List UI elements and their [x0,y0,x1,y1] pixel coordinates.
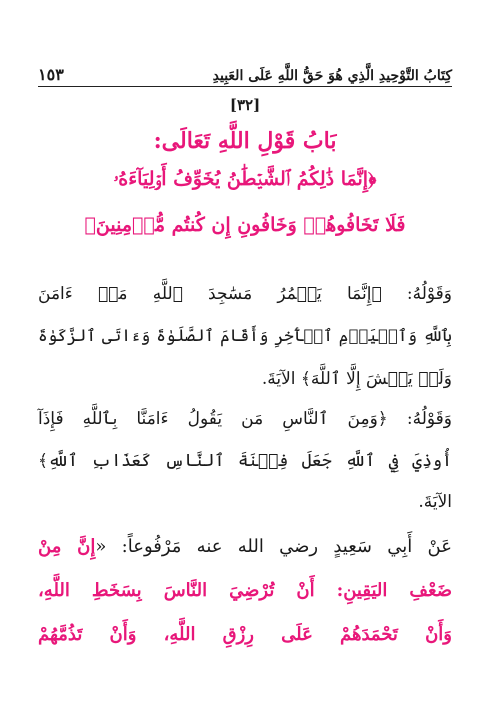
body-line: بِٱللَّهِ وَٱلۡيَوۡمِ ٱلۡأٓخِرِ وَأَقَامَ ٱلصَّلَوٰةَ وَءَاتَى ٱلزَّكَوٰةَ [38,326,452,345]
hadith-line [38,536,452,557]
page-number: ١٥٣ [38,65,64,84]
chapter-verse-line: ﴿إِنَّمَا ذَٰلِكُمُ ٱلشَّيۡطَٰنُ يُخَوِّفُ أَوۡلِيَآءَهُۥ [113,168,377,190]
chapter-title: بَابُ قَوْلِ اللَّهِ تَعَالَى: [153,128,337,154]
hadith-quote-start: إِنَّ مِنْ [38,536,96,557]
running-title: كِتَابُ التَّوْحِيدِ الَّذِي هُوَ حَقُّ اللَّهِ عَلَى العَبِيدِ [212,68,452,84]
body-line: وَقَوْلُهُ: ﴿إِنَّمَا يَعۡمُرُ مَسَٰجِدَ ٱللَّهِ مَنۡ ءَامَنَ [38,284,452,304]
body-line: وَقَوْلُهُ: ﴿وَمِنَ ٱلنَّاسِ مَن يَقُولُ ءَامَنَّا بِٱللَّهِ فَإِذَآ [38,409,452,429]
body-line: الآيَةَ. [418,492,452,512]
body-line: أُوذِيَ فِي ٱللَّهِ جَعَلَ فِتۡنَةَ ٱلنَّاسِ كَعَذَابِ ٱللَّهِ﴾ [38,451,452,471]
header-divider [38,86,452,87]
body-line: وَلَمۡ يَخۡشَ إِلَّا ٱللَّهَ﴾ الآيَةَ. [261,369,452,389]
hadith-line: وَأَنْ تَحْمَدَهُمْ عَلَى رِزْقِ اللَّهِ، وَأَنْ تَذُمَّهُمْ [38,624,452,645]
chapter-number: [٣٢] [229,96,261,114]
hadith-intro: عَنْ أَبِي سَعِيدٍ رضي الله عنه مَرْفُوعاً: « [95,536,452,557]
chapter-verse-line: فَلَا تَخَافُوهُمۡ وَخَافُونِ إِن كُنتُم مُّؤۡمِنِينَ﴾ [84,214,406,236]
page-header [38,56,452,84]
hadith-line: ضَعْفِ اليَقِينِ: أَنْ تُرْضِيَ النَّاسَ بِسَخَطِ اللَّهِ، [38,580,452,601]
